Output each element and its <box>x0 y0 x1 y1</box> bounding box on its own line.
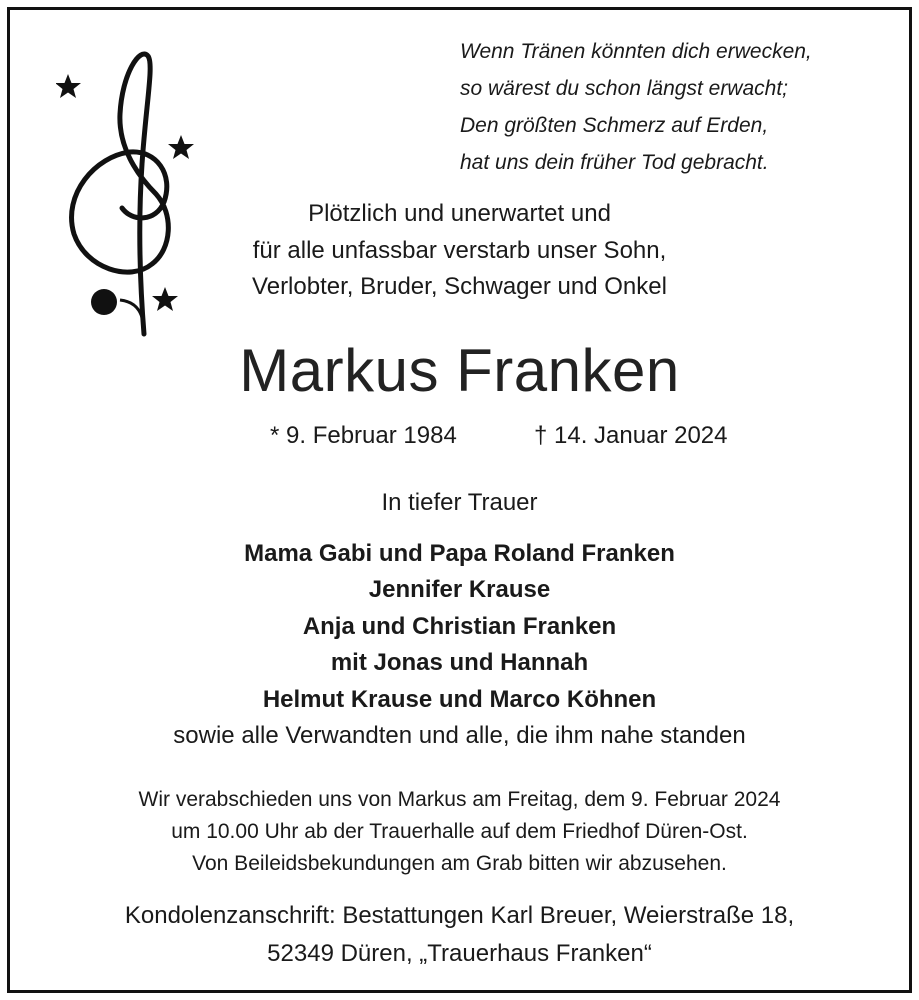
intro-line: für alle unfassbar verstarb unser Sohn, <box>252 237 667 264</box>
deceased-name: Markus Franken <box>239 337 680 404</box>
death-date: † 14. Januar 2024 <box>534 422 728 449</box>
star-icon <box>168 135 194 159</box>
mourner-line: Anja und Christian Franken <box>302 613 617 640</box>
mourner-line: mit Jonas und Hannah <box>330 649 589 676</box>
poem <box>460 33 812 181</box>
mourner-line: Mama Gabi und Papa Roland Franken <box>244 540 675 567</box>
ceremony-line: Von Beileidsbekundungen am Grab bitten wir abzusehen. <box>192 852 727 875</box>
contact-line: Kondolenzanschrift: Bestattungen Karl Breuer, Weierstraße 18, <box>124 902 795 929</box>
birth-date: * 9. Februar 1984 <box>270 422 457 449</box>
mourner-line: Helmut Krause und Marco Köhnen <box>262 686 657 713</box>
poem-line: Den größten Schmerz auf Erden, <box>460 114 769 137</box>
mourner-line: Jennifer Krause <box>368 576 551 603</box>
intro-line: Verlobter, Bruder, Schwager und Onkel <box>252 273 667 300</box>
ceremony-line: Wir verabschieden uns von Markus am Freitag, dem 9. Februar 2024 <box>138 788 781 811</box>
poem-line: Wenn Tränen könnten dich erwecken, <box>460 40 812 63</box>
star-icon <box>56 74 81 98</box>
mourning-phrase: In tiefer Trauer <box>381 489 538 516</box>
ceremony-line: um 10.00 Uhr ab der Trauerhalle auf dem Friedhof Düren-Ost. <box>171 820 748 843</box>
intro-line: Plötzlich und unerwartet und <box>308 200 611 227</box>
relatives-line: sowie alle Verwandten und alle, die ihm nahe standen <box>173 722 746 749</box>
poem-line: so wärest du schon längst erwacht; <box>460 77 789 100</box>
contact-line: 52349 Düren, „Trauerhaus Franken“ <box>267 940 652 967</box>
poem-line: hat uns dein früher Tod gebracht. <box>460 151 769 174</box>
